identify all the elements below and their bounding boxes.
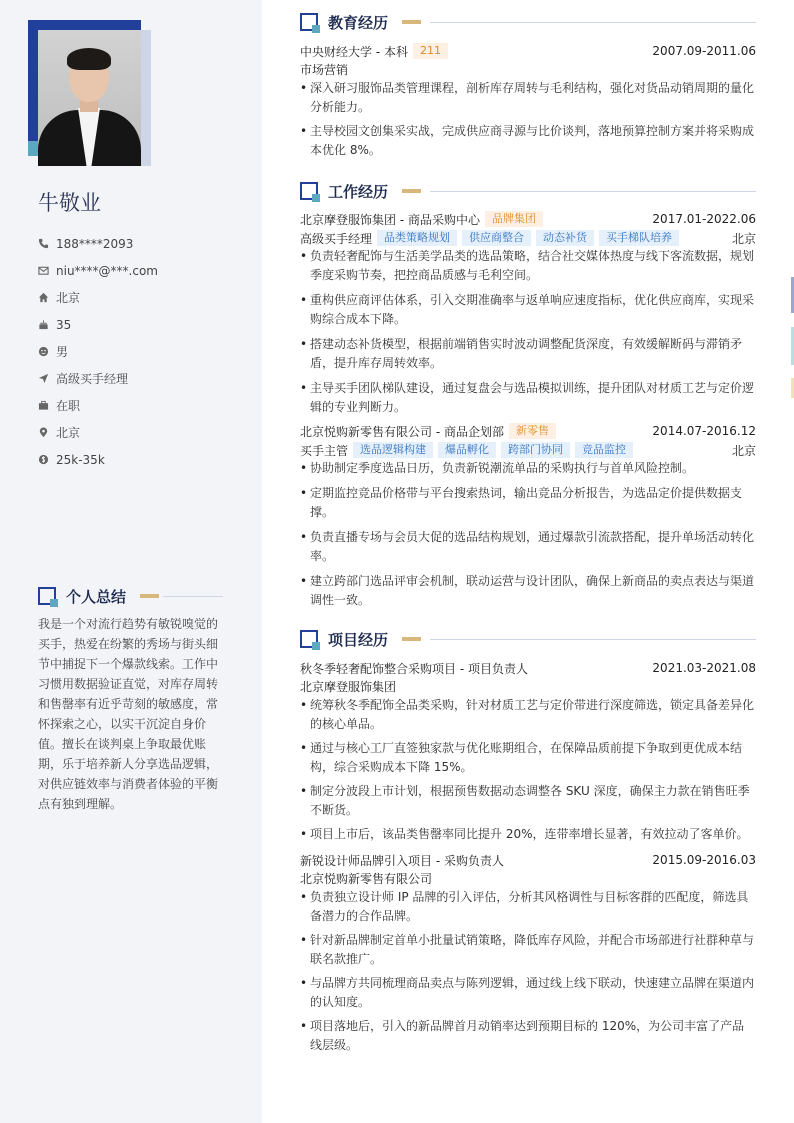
profile-name: 牛敬业: [38, 191, 101, 215]
job-2-header-row: [300, 422, 756, 440]
avatar: [38, 30, 141, 166]
project-1-header-row: [300, 659, 756, 677]
list-item: • 建立跨部门选品评审会机制，联动运营与设计团队，确保上新商品的卖点表达与渠道调性一致。: [300, 572, 756, 610]
project-1-org: 北京摩登服饰集团: [300, 679, 397, 694]
money-icon: [38, 454, 49, 465]
job-1-skill-tag: 品类策略规划: [377, 230, 457, 246]
job-1-bullets: [300, 247, 756, 417]
face-icon: [38, 346, 49, 357]
list-item: • 深入研习服饰品类管理课程，剖析库存周转与毛利结构，强化对货品动销周期的量化分析能力。: [300, 79, 756, 117]
job-2-role: 买手主管: [300, 443, 349, 458]
info-email: [38, 257, 238, 284]
projects-section-icon: [300, 630, 318, 648]
info-salary: [38, 446, 238, 473]
list-item: • 负责独立设计师 IP 品牌的引入评估，分析其风格调性与目标客群的匹配度，筛选具备潜力的合作品牌。: [300, 888, 756, 926]
education-section-title: 教育经历: [328, 14, 389, 32]
location-pin-icon: [38, 427, 49, 438]
cake-icon: [38, 319, 49, 330]
projects-title-accent: [402, 637, 421, 641]
info-location-text: 北京: [56, 426, 81, 440]
job-1-role: 高级买手经理: [300, 231, 373, 246]
job-2-city: 北京: [731, 443, 756, 458]
job-1-company: 北京摩登服饰集团 - 商品采购中心: [300, 212, 480, 227]
info-status: [38, 392, 238, 419]
job-2-skill-tag: 跨部门协同: [501, 442, 570, 458]
project-2-date: 2015.09-2016.03: [652, 853, 756, 867]
info-salary-text: 25k-35k: [56, 452, 105, 467]
mail-icon: [38, 265, 49, 276]
list-item: • 定期监控竞品价格带与平台搜索热词，输出竞品分析报告，为选品定价提供数据支撑。: [300, 484, 756, 522]
info-age: [38, 311, 238, 338]
summary-text: 我是一个对流行趋势有敏锐嗅觉的买手，热爱在纷繁的秀场与街头细节中捕捉下一个爆款线索。工作中习惯用数据验证直觉，对库存周转和售罄率有近乎苛刻的敏感度，常怀探索之心，以实干沉淀自身价值。擅长在谈判桌上争取最优账期，乐于培养新人分享选品逻辑，对供应链效率与消费者体验的平衡点有独到理解。: [38, 617, 219, 811]
list-item: • 重构供应商评估体系，引入交期准确率与返单响应速度指标，优化供应商库，实现采购综合成本下降。: [300, 291, 756, 329]
work-title-rule: [430, 191, 756, 192]
info-gender: [38, 338, 238, 365]
phone-icon: [38, 238, 49, 249]
info-gender-text: 男: [56, 345, 69, 359]
list-item: • 主导校园文创集采实战，完成供应商寻源与比价谈判，落地预算控制方案并将采购成本优化 8%。: [300, 122, 756, 160]
list-item: • 针对新品牌制定首单小批量试销策略，降低库存风险，并配合市场部进行社群种草与联名款推广。: [300, 931, 756, 969]
list-item: • 制定分波段上市计划，根据预售数据动态调整各 SKU 深度，确保主力款在销售旺季不断货。: [300, 782, 756, 820]
job-1-company-tag: 品牌集团: [485, 211, 543, 227]
work-section-icon: [300, 182, 318, 200]
education-title-rule: [430, 22, 756, 23]
info-email-text: niu****@***.com: [56, 263, 158, 278]
briefcase-icon: [38, 400, 49, 411]
work-section-title: 工作经历: [328, 183, 389, 201]
project-1-org-row: [300, 677, 756, 695]
job-1-date: 2017.01-2022.06: [652, 212, 756, 226]
info-age-text: 35: [56, 317, 72, 332]
project-1-bullets: [300, 696, 756, 844]
sidebar: [0, 0, 262, 1123]
job-2-company-tag: 新零售: [509, 423, 556, 439]
project-2-org-row: [300, 869, 756, 887]
list-item: • 协助制定季度选品日历，负责新锐潮流单品的采购执行与首单风险控制。: [300, 459, 756, 478]
job-2-company: 北京悦购新零售有限公司 - 商品企划部: [300, 424, 504, 439]
job-1-skill-tag: 买手梯队培养: [599, 230, 679, 246]
info-phone: [38, 230, 238, 257]
education-section-icon: [300, 13, 318, 31]
job-1-header-row: [300, 210, 756, 228]
job-2-role-row: [300, 441, 756, 459]
list-item: • 项目落地后，引入的新品牌首月动销率达到预期目标的 120%，为公司丰富了产品线层级。: [300, 1017, 756, 1055]
summary-section-title: 个人总结: [66, 588, 127, 606]
education-school-tag: 211: [413, 43, 448, 59]
info-status-text: 在职: [56, 399, 81, 413]
info-location: [38, 419, 238, 446]
list-item: • 负责直播专场与会员大促的选品结构规划，通过爆款引流款搭配，提升单场活动转化率。: [300, 528, 756, 566]
info-phone-text: 188****2093: [56, 236, 134, 251]
project-2-bullets: [300, 888, 756, 1055]
job-2-skill-tag: 爆品孵化: [438, 442, 496, 458]
project-1-name: 秋冬季轻奢配饰整合采购项目 - 项目负责人: [300, 661, 528, 676]
job-1-role-row: [300, 229, 756, 247]
info-home: [38, 284, 238, 311]
project-1-date: 2021.03-2021.08: [652, 661, 756, 675]
contact-info-list: [38, 230, 238, 473]
job-2-skill-tag: 选品逻辑构建: [353, 442, 433, 458]
job-2-bullets: [300, 459, 756, 610]
send-icon: [38, 373, 49, 384]
job-1-city: 北京: [731, 231, 756, 246]
education-date: 2007.09-2011.06: [652, 44, 756, 58]
info-position-text: 高级买手经理: [56, 372, 129, 386]
list-item: • 搭建动态补货模型，根据前端销售实时波动调整配货深度，有效缓解断码与滞销矛盾，提升库存周转效率。: [300, 335, 756, 373]
projects-section-title: 项目经历: [328, 631, 389, 649]
education-title-accent: [402, 20, 421, 24]
job-2-date: 2014.07-2016.12: [652, 424, 756, 438]
education-school: 中央财经大学 - 本科: [300, 44, 408, 59]
list-item: • 通过与核心工厂直签独家款与优化账期组合，在保障品质前提下争取到更优成本结构，综合采购成本下降 15%。: [300, 739, 756, 777]
education-bullets: [300, 79, 756, 160]
summary-title-rule: [163, 596, 223, 597]
education-header-row: [300, 42, 756, 60]
project-2-name: 新锐设计师品牌引入项目 - 采购负责人: [300, 853, 504, 868]
project-2-header-row: [300, 851, 756, 869]
list-item: • 项目上市后，该品类售罄率同比提升 20%，连带率增长显著，有效拉动了客单价。: [300, 825, 756, 844]
list-item: • 主导买手团队梯队建设，通过复盘会与选品模拟训练，提升团队对材质工艺与定价逻辑的专业判断力。: [300, 379, 756, 417]
project-2-org: 北京悦购新零售有限公司: [300, 871, 433, 886]
info-position: [38, 365, 238, 392]
home-icon: [38, 292, 49, 303]
job-2-skill-tag: 竞品监控: [575, 442, 633, 458]
list-item: • 与品牌方共同梳理商品卖点与陈列逻辑，通过线上线下联动，快速建立品牌在渠道内的认知度。: [300, 974, 756, 1012]
education-major: 市场营销: [300, 62, 349, 77]
education-major-row: [300, 60, 756, 78]
list-item: • 统筹秋冬季配饰全品类采购，针对材质工艺与定价带进行深度筛选，锁定具备差异化的核心单品。: [300, 696, 756, 734]
summary-section-icon: [38, 587, 56, 605]
list-item: • 负责轻奢配饰与生活美学品类的选品策略，结合社交媒体热度与线下客流数据，规划季度采购节奏，把控商品质感与毛利空间。: [300, 247, 756, 285]
info-home-text: 北京: [56, 291, 81, 305]
job-1-skill-tag: 动态补货: [536, 230, 594, 246]
work-title-accent: [402, 189, 421, 193]
job-1-skill-tag: 供应商整合: [462, 230, 531, 246]
summary-title-accent: [140, 594, 159, 598]
projects-title-rule: [430, 639, 756, 640]
